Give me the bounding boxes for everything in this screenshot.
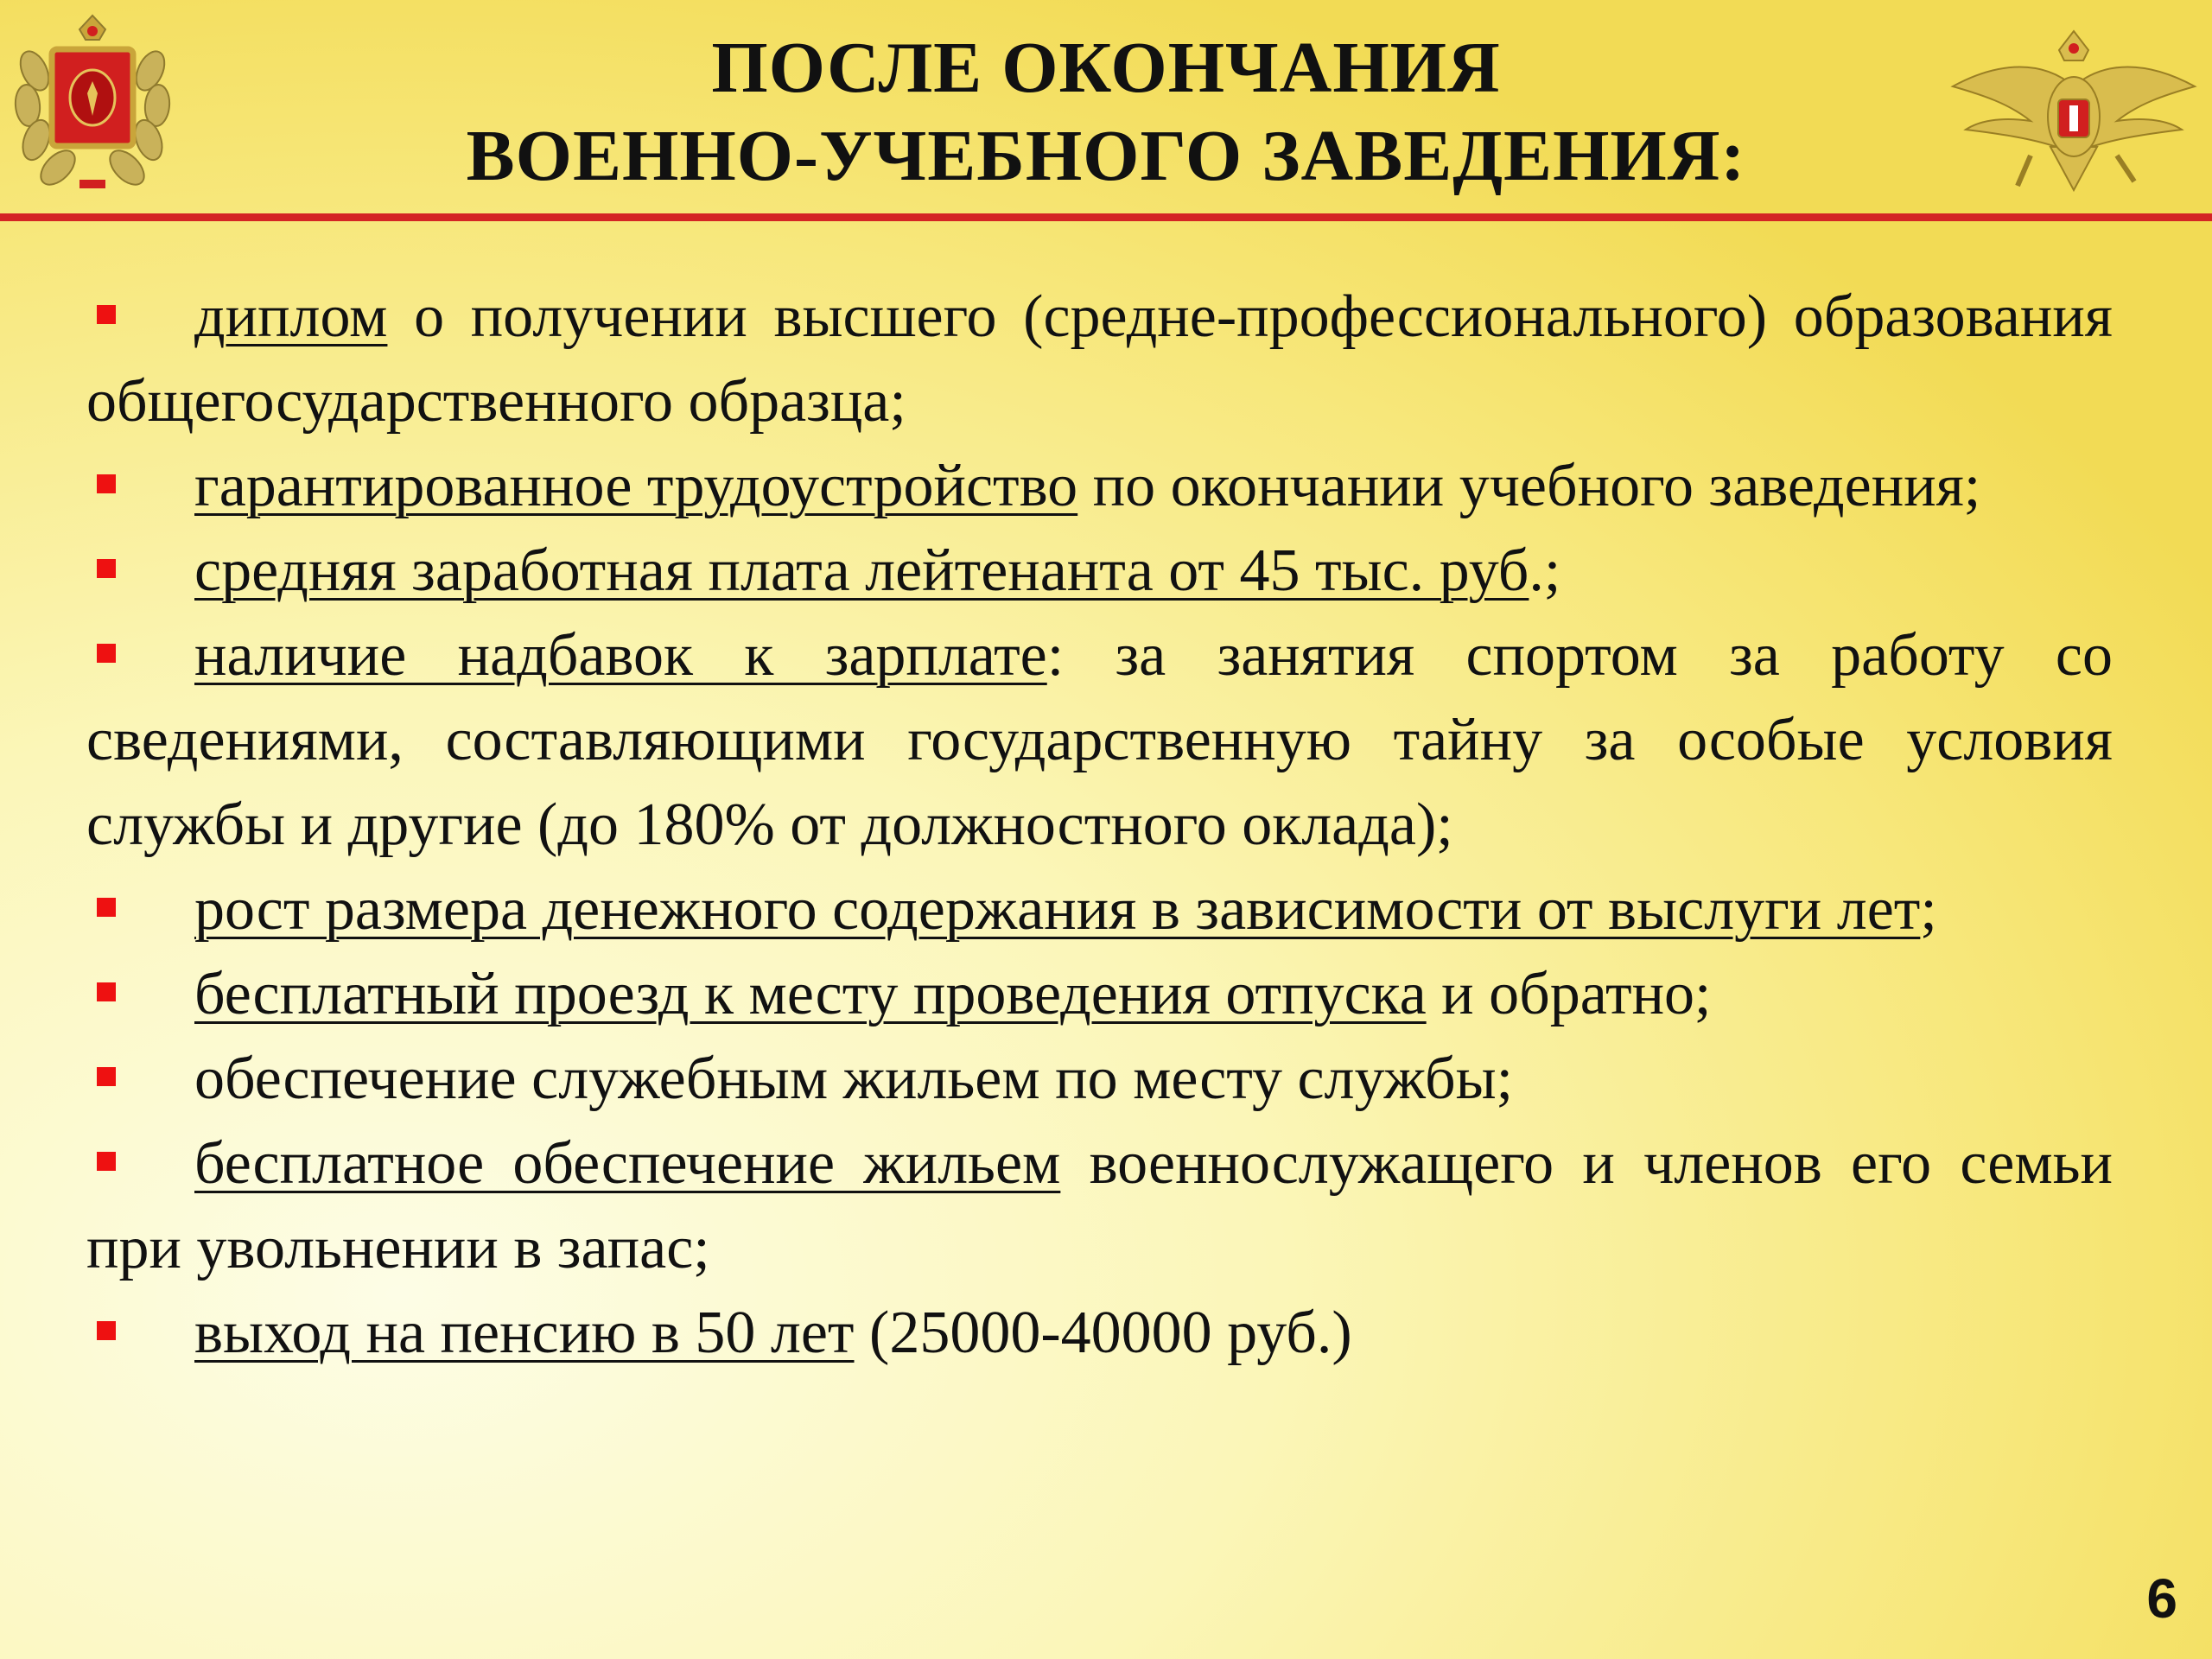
square-bullet-icon bbox=[97, 1152, 116, 1171]
square-bullet-icon bbox=[97, 305, 116, 324]
item-text: : за занятия спортом за работу со сведениями, составляющими государственную тайну за особые условия службы и другие (до 180% от должностного оклада); bbox=[86, 622, 2113, 858]
square-bullet-icon bbox=[97, 559, 116, 578]
square-bullet-icon bbox=[97, 1067, 116, 1086]
list-item bbox=[86, 1122, 2113, 1291]
double-headed-eagle-emblem-icon bbox=[1948, 26, 2199, 194]
square-bullet-icon bbox=[97, 898, 116, 917]
square-bullet-icon bbox=[97, 644, 116, 663]
item-text: о получении высшего (средне-профессионального) образования общегосударственного образца; bbox=[86, 283, 2113, 435]
item-text: военнослужащего и членов его семьи при увольнении в запас; bbox=[86, 1130, 2113, 1281]
item-emphasis: бесплатный проезд к месту проведения отпуска bbox=[194, 961, 1427, 1027]
list-item bbox=[86, 1037, 2113, 1122]
list-item bbox=[86, 613, 2113, 868]
square-bullet-icon bbox=[97, 1321, 116, 1340]
list-item bbox=[86, 275, 2113, 444]
item-emphasis: диплом bbox=[194, 283, 388, 350]
square-bullet-icon bbox=[97, 982, 116, 1001]
item-emphasis: бесплатное обеспечение жильем bbox=[194, 1130, 1061, 1197]
item-text: .; bbox=[1529, 537, 1561, 604]
list-item bbox=[86, 868, 2113, 952]
slide-title bbox=[225, 24, 1987, 200]
item-text: по окончании учебного заведения; bbox=[1077, 453, 1981, 519]
list-item bbox=[86, 952, 2113, 1037]
header-divider bbox=[0, 213, 2212, 221]
slide-header bbox=[0, 0, 2212, 216]
square-bullet-icon bbox=[97, 474, 116, 493]
item-text: обеспечение служебным жильем по месту службы; bbox=[194, 1046, 1514, 1112]
title-line-2: ВОЕННО-УЧЕБНОГО ЗАВЕДЕНИЯ: bbox=[466, 116, 1746, 196]
item-text: ; bbox=[1920, 876, 1937, 943]
item-emphasis: гарантированное трудоустройство bbox=[194, 453, 1078, 519]
military-unit-emblem-icon bbox=[10, 10, 175, 196]
item-emphasis: средняя заработная плата лейтенанта от 45 тыс. руб bbox=[194, 537, 1529, 604]
page-number: 6 bbox=[2146, 1567, 2177, 1630]
item-text: (25000-40000 руб.) bbox=[854, 1300, 1352, 1366]
item-emphasis: выход на пенсию в 50 лет bbox=[194, 1300, 855, 1366]
item-emphasis: наличие надбавок к зарплате bbox=[194, 622, 1047, 689]
list-item bbox=[86, 1291, 2113, 1376]
item-text: и обратно; bbox=[1426, 961, 1712, 1027]
list-item bbox=[86, 444, 2113, 529]
list-item bbox=[86, 529, 2113, 613]
benefits-list bbox=[86, 275, 2113, 1376]
title-line-1: ПОСЛЕ ОКОНЧАНИЯ bbox=[711, 28, 1501, 108]
item-emphasis: рост размера денежного содержания в зависимости от выслуги лет bbox=[194, 876, 1921, 943]
